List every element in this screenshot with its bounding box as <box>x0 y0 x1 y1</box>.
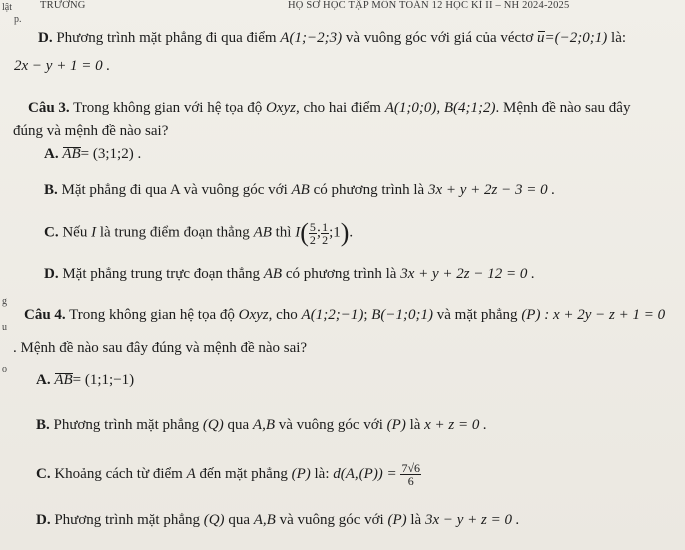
option-label: D. <box>44 266 59 282</box>
question-4-stem-cont: . Mệnh đề nào sau đây đúng và mệnh đề nào sai? <box>13 340 308 356</box>
margin-mark: p. <box>14 14 22 25</box>
question-3-stem: Câu 3. Trong không gian với hệ tọa độ Oxyz, cho hai điểm A(1;0;0), B(4;1;2). Mệnh đề nào sau đây <box>28 100 631 116</box>
prev-option-d-equation: 2x − y + 1 = 0 . <box>14 58 111 74</box>
q4-option-a: A. AB= (1;1;−1) <box>36 372 135 388</box>
option-label: C. <box>44 224 59 241</box>
question-3-stem-cont: đúng và mệnh đề nào sai? <box>13 123 169 139</box>
q3-option-a: A. AB= (3;1;2) . <box>44 146 142 162</box>
margin-mark: u <box>2 322 7 333</box>
q3-option-d: D. Mặt phẳng trung trực đoạn thẳng AB có phương trình là 3x + y + 2z − 12 = 0 . <box>44 266 535 282</box>
question-4-stem: Câu 4. Trong không gian hệ tọa độ Oxyz, cho A(1;2;−1); B(−1;0;1) và mặt phẳng (P) : x + 2y − z + 1 = 0 <box>24 307 666 323</box>
margin-mark: o <box>2 364 7 375</box>
page-header <box>0 0 685 16</box>
q3-option-c: C. Nếu I là trung điểm đoạn thẳng AB thì I( $\frac{5}{2}$ ; $\frac{1}{2}$ ;1). <box>44 218 354 247</box>
q4-option-c: C. Khoảng cách từ điểm A đến mặt phẳng (P) là: d(A,(P)) = $\frac{7√6}{6}$ <box>36 461 421 488</box>
margin-mark: lật <box>2 2 12 13</box>
prev-option-d: D. Phương trình mặt phẳng đi qua điểm A(1;−2;3) và vuông góc với giá của véctơ u=(−2;0;1) là: <box>38 30 627 46</box>
option-label: B. <box>36 417 50 433</box>
q4-option-b: B. Phương trình mặt phẳng (Q) qua A,B và vuông góc với (P) là x + z = 0 . <box>36 417 487 433</box>
question-label: Câu 4. <box>24 307 66 323</box>
option-label: D. <box>38 30 53 46</box>
margin-mark: g <box>2 296 7 307</box>
option-label: C. <box>36 465 51 482</box>
q3-option-b: B. Mặt phẳng đi qua A và vuông góc với AB có phương trình là 3x + y + 2z − 3 = 0 . <box>44 182 556 198</box>
question-label: Câu 3. <box>28 100 70 116</box>
header-school: TRƯỜNG <box>40 0 86 11</box>
option-label: D. <box>36 512 51 528</box>
option-label: A. <box>44 146 59 162</box>
vector-u: u <box>537 30 545 46</box>
header-title: HỌ SƠ HỌC TẬP MÔN TOÁN 12 HỌC KÌ II – NH 2024-2025 <box>288 0 570 11</box>
option-label: B. <box>44 182 58 198</box>
q4-option-d: D. Phương trình mặt phẳng (Q) qua A,B và vuông góc với (P) là 3x − y + z = 0 . <box>36 512 520 528</box>
option-label: A. <box>36 372 51 388</box>
